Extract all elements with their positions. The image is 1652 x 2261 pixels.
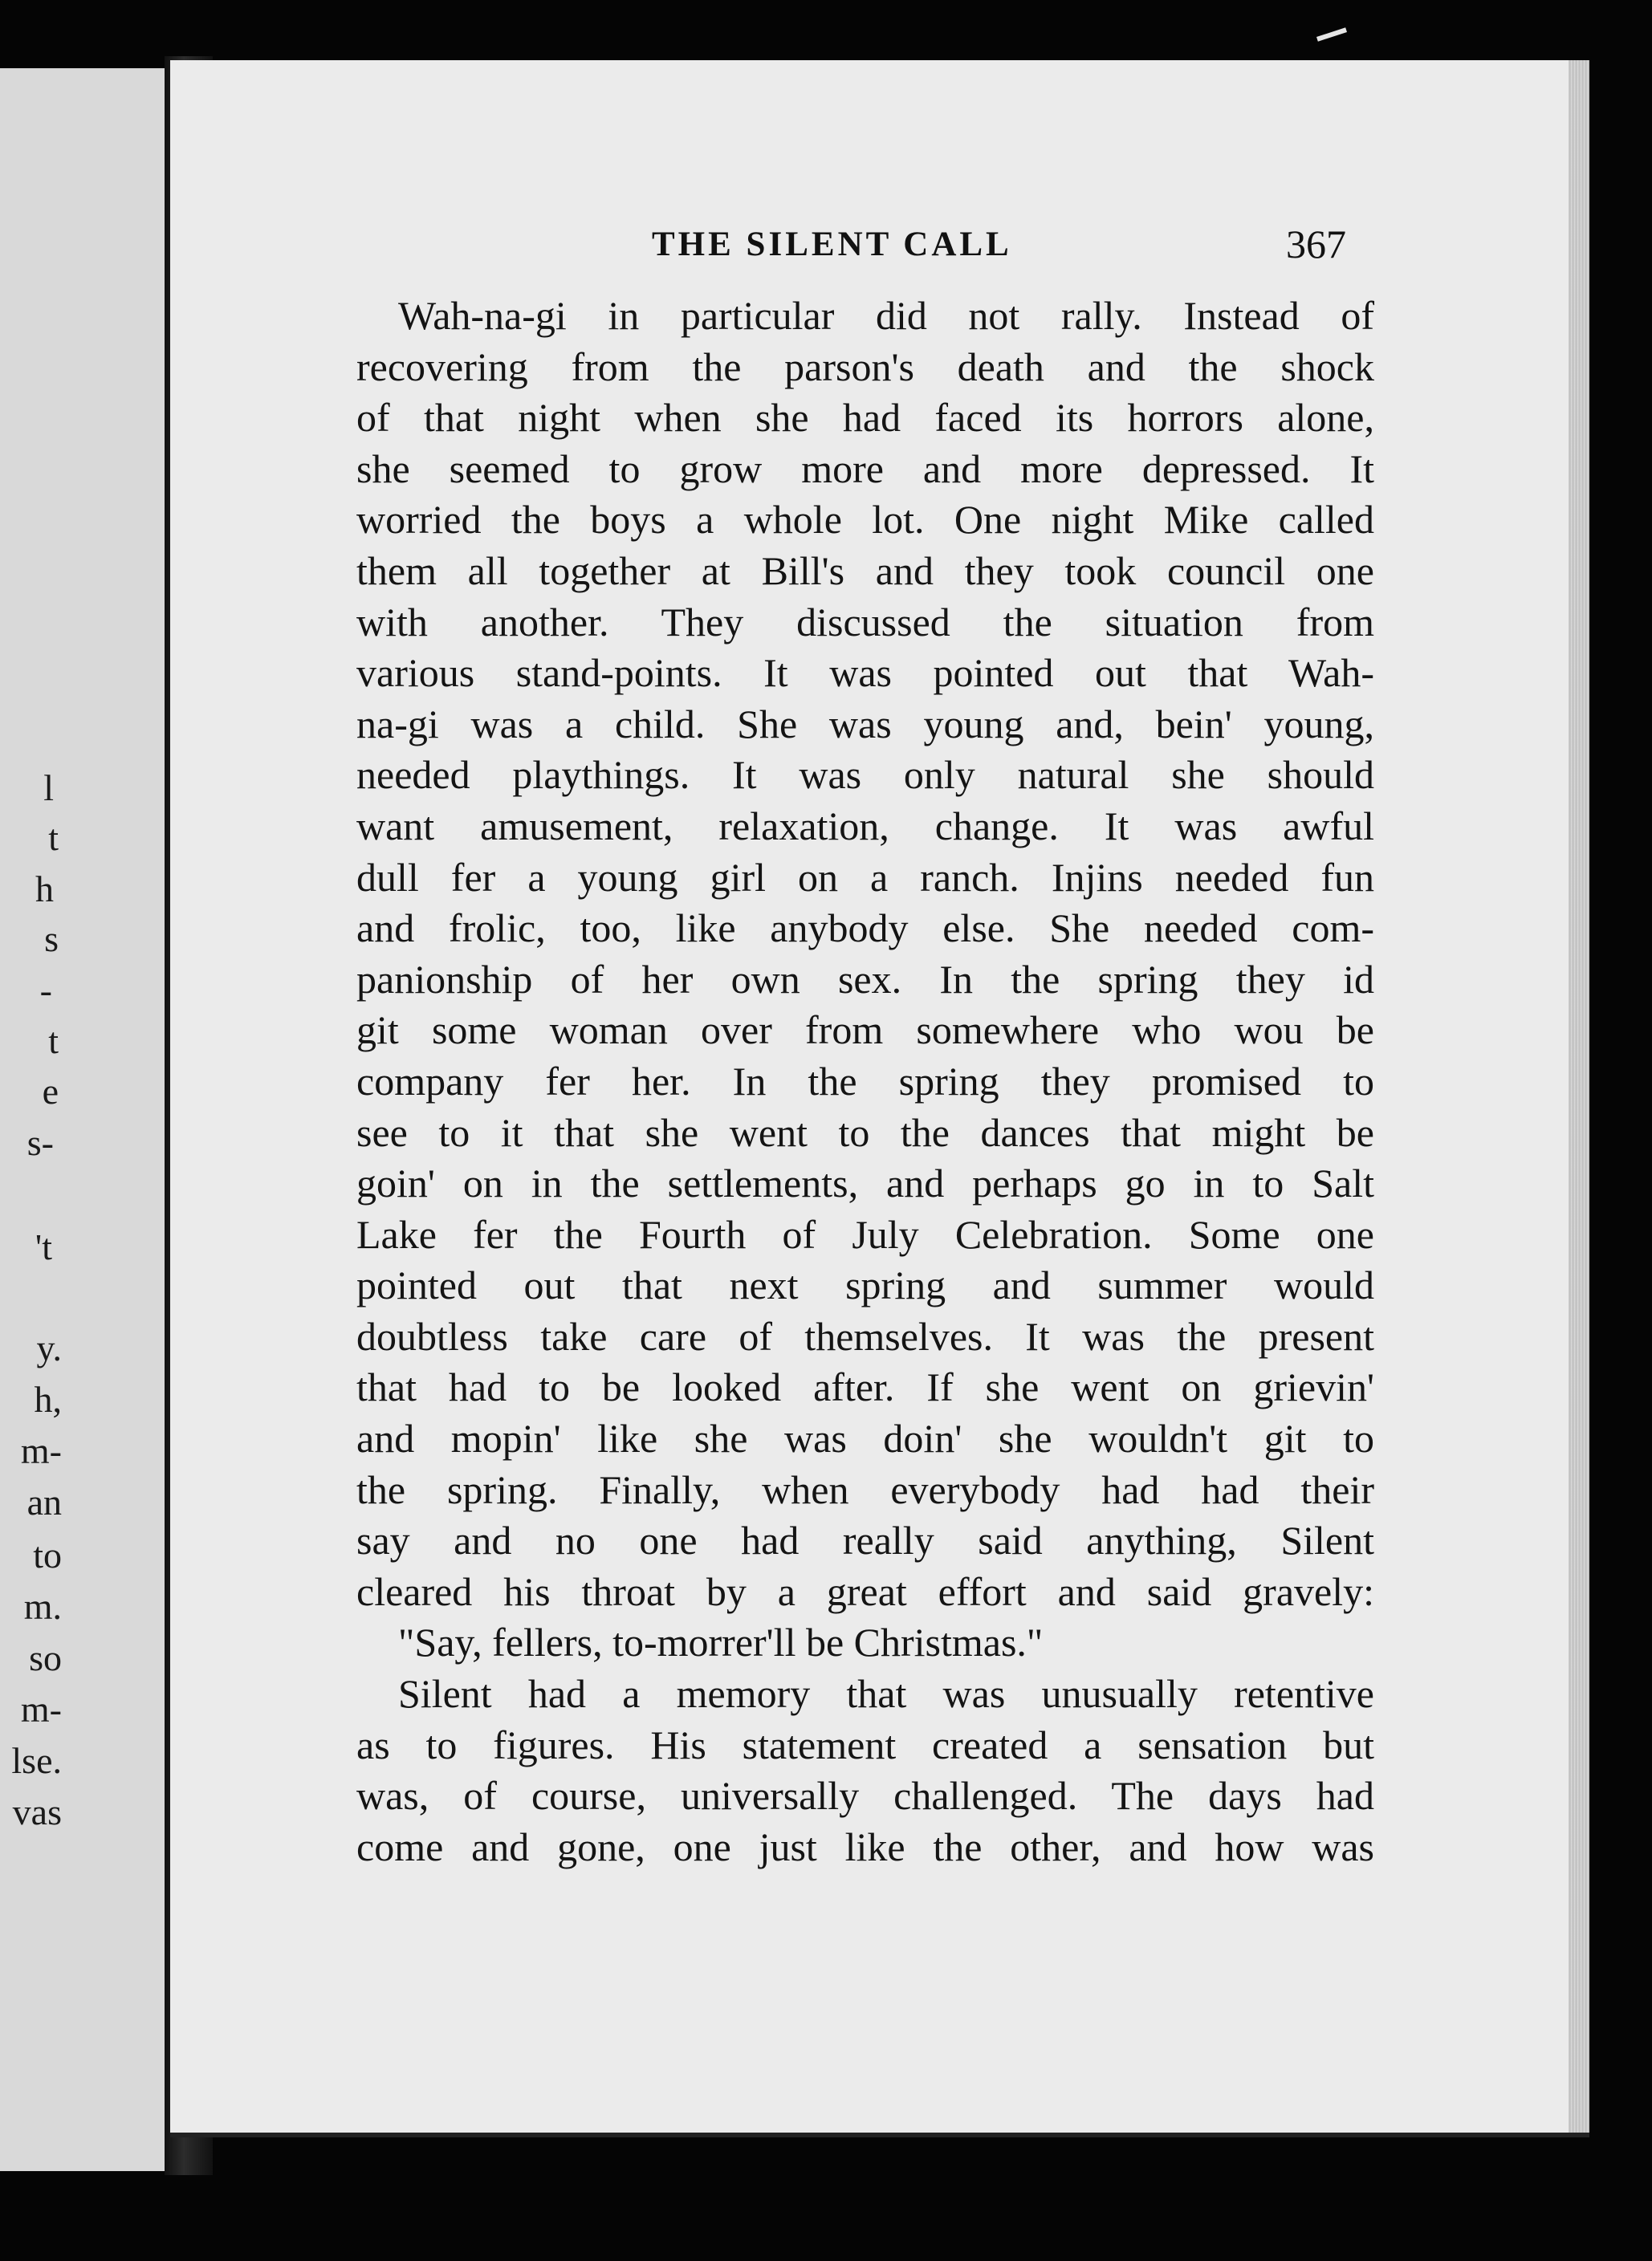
left-fragment: so xyxy=(29,1637,62,1678)
left-fragment: h, xyxy=(34,1379,62,1420)
text-line: various stand-points. It was pointed out that Wah- xyxy=(356,650,1374,696)
left-fragment: to xyxy=(33,1535,62,1576)
left-page xyxy=(0,68,165,2171)
text-line: as to figures. His statement created a sensation but xyxy=(356,1722,1374,1767)
text-line: cleared his throat by a great effort and said gravely: xyxy=(356,1568,1374,1614)
page-number: 367 xyxy=(1286,222,1346,266)
text-line: doubtless take care of themselves. It was the present xyxy=(356,1313,1374,1359)
body-text xyxy=(356,291,1374,1873)
text-line: that had to be looked after. If she went on grievin' xyxy=(356,1364,1374,1410)
text-line: was, of course, universally challenged. The days had xyxy=(356,1773,1374,1819)
page-edge xyxy=(1569,60,1589,2133)
left-fragment: s- xyxy=(26,1122,54,1163)
left-fragment: s xyxy=(44,918,59,959)
text-line: goin' on in the settlements, and perhaps go in to Salt xyxy=(356,1161,1374,1206)
text-line: say and no one had really said anything, Silent xyxy=(356,1518,1374,1564)
text-line: Lake fer the Fourth of July Celebration. Some one xyxy=(356,1211,1374,1257)
left-fragment: vas xyxy=(12,1791,62,1832)
text-line: git some woman over from somewhere who wou be xyxy=(356,1007,1374,1053)
text-line: dull fer a young girl on a ranch. Injins needed fun xyxy=(356,854,1374,900)
text-line: want amusement, relaxation, change. It was awful xyxy=(356,803,1374,848)
text-line: of that night when she had faced its horrors alone, xyxy=(356,395,1374,441)
left-fragment: e xyxy=(42,1071,59,1112)
text-line: with another. They discussed the situation from xyxy=(356,599,1374,645)
left-fragment: an xyxy=(26,1482,62,1523)
text-line: Silent had a memory that was unusually retentive xyxy=(398,1671,1374,1717)
left-fragment: - xyxy=(39,970,52,1011)
text-line: she seemed to grow more and more depressed. It xyxy=(356,445,1374,491)
right-page xyxy=(170,60,1589,2133)
left-fragment: 't xyxy=(35,1226,52,1267)
scan-speck xyxy=(1316,27,1347,41)
text-line: company fer her. In the spring they promised to xyxy=(356,1058,1374,1104)
text-line: pointed out that next spring and summer would xyxy=(356,1263,1374,1308)
text-line: "Say, fellers, to-morrer'll be Christmas." xyxy=(398,1620,1044,1665)
text-line: na-gi was a child. She was young and, bein' young, xyxy=(356,701,1374,746)
text-line: worried the boys a whole lot. One night Mike called xyxy=(356,497,1374,543)
left-fragment: m- xyxy=(20,1430,62,1471)
text-line: panionship of her own sex. In the spring they id xyxy=(356,956,1374,1002)
left-fragment: l xyxy=(43,767,54,808)
running-head: THE SILENT CALL xyxy=(652,226,1012,263)
left-fragment: m- xyxy=(20,1689,62,1730)
text-line: the spring. Finally, when everybody had had their xyxy=(356,1466,1374,1512)
page-bottom-shadow xyxy=(170,2133,1589,2137)
left-fragment: h xyxy=(35,868,54,909)
text-line: and frolic, too, like anybody else. She needed com- xyxy=(356,905,1374,951)
text-line: needed playthings. It was only natural she should xyxy=(356,752,1374,798)
text-line: Wah-na-gi in particular did not rally. Instead of xyxy=(398,293,1374,338)
left-fragment: t xyxy=(48,1020,59,1061)
text-line: and mopin' like she was doin' she wouldn't git to xyxy=(356,1416,1374,1462)
text-line: recovering from the parson's death and the shock xyxy=(356,344,1374,389)
left-fragment: lse. xyxy=(11,1740,62,1781)
left-fragment: m. xyxy=(23,1586,62,1627)
text-line: them all together at Bill's and they took council one xyxy=(356,547,1374,593)
text-line: see to it that she went to the dances that might be xyxy=(356,1109,1374,1155)
left-page-fragments xyxy=(0,68,165,2171)
text-line: come and gone, one just like the other, and how was xyxy=(356,1824,1374,1869)
left-fragment: t xyxy=(48,817,59,858)
left-fragment: y. xyxy=(36,1328,62,1368)
